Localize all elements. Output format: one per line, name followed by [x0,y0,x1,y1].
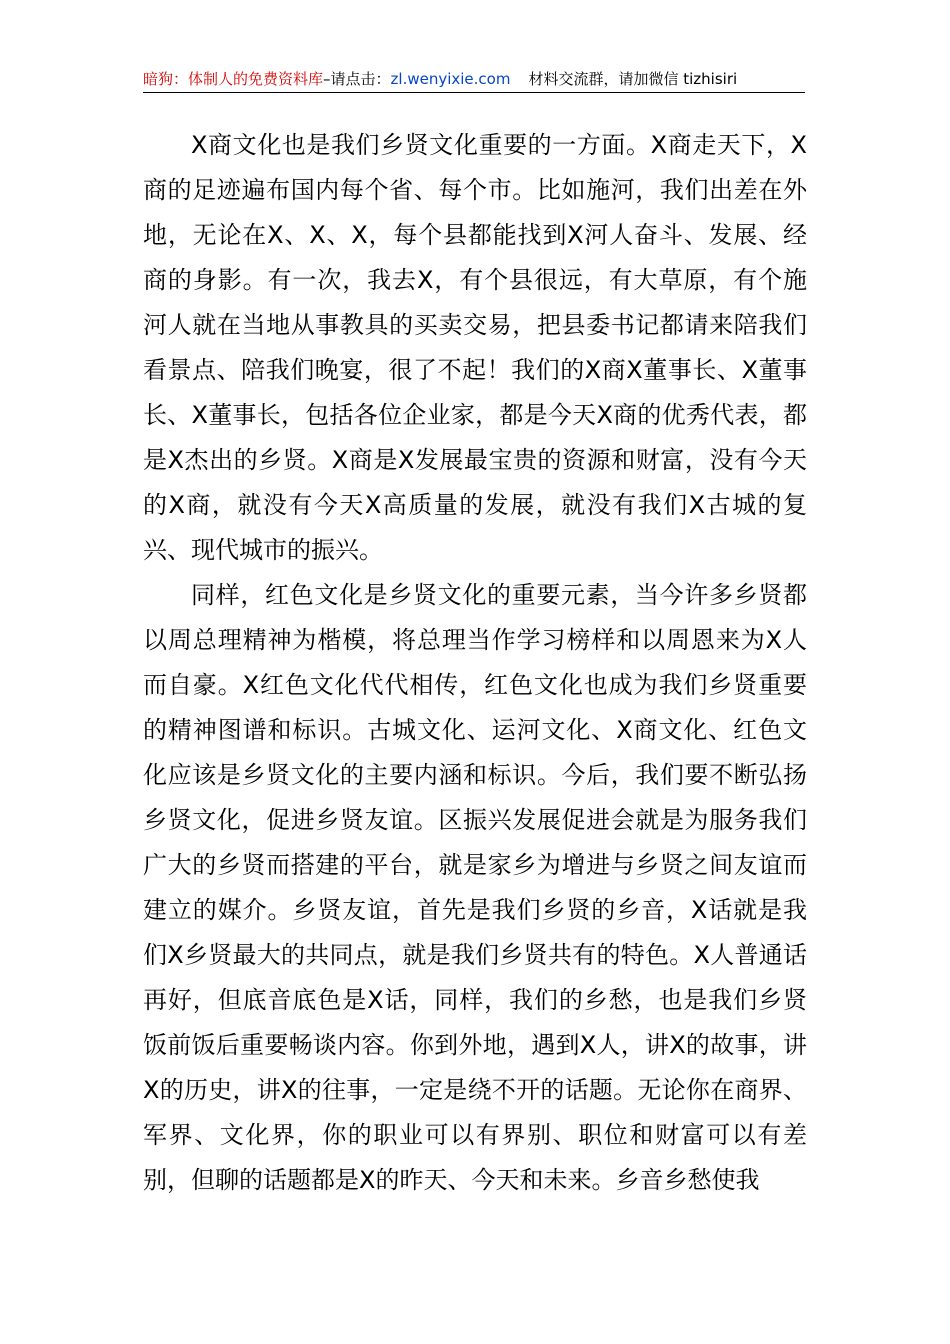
paragraph-red-culture: 同样，红色文化是乡贤文化的重要元素，当今许多乡贤都以周总理精神为楷模，将总理当作学习榜样和以周恩来为X人而自豪。X红色文化代代相传，红色文化也成为我们乡贤重要的精神图谱和标识。古城文化、运河文化、X商文化、红色文化应该是乡贤文化的主要内涵和标识。今后，我们要不断弘扬乡贤文化，促进乡贤友谊。区振兴发展促进会就是为服务我们广大的乡贤而搭建的平台，就是家乡为增进与乡贤之间友谊而建立的媒介。乡贤友谊，首先是我们乡贤的乡音，X话就是我们X乡贤最大的共同点，就是我们乡贤共有的特色。X人普通话再好，但底音底色是X话，同样，我们的乡愁，也是我们乡贤饭前饭后重要畅谈内容。你到外地，遇到X人，讲X的故事，讲X的历史，讲X的往事，一定是绕不开的话题。无论你在商界、军界、文化界，你的职业可以有界别、职位和财富可以有差别，但聊的话题都是X的昨天、今天和未来。乡音乡愁使我 [143,581,807,1194]
header-brand: 暗狗：体制人的免费资料库 [143,70,324,88]
header-wechat-note: 材料交流群，请加微信 tizhisiri [528,70,738,88]
page-header [143,68,805,93]
header-click-prompt: –请点击： [323,70,391,88]
document-body [143,123,807,1203]
header-url-link[interactable]: zl.wenyixie.com [390,70,511,88]
paragraph-x-merchant-culture: X商文化也是我们乡贤文化重要的一方面。X商走天下，X商的足迹遍布国内每个省、每个市。比如施河，我们出差在外地，无论在X、X、X，每个县都能找到X河人奋斗、发展、经商的身影。有一次，我去X，有个县很远，有大草原，有个施河人就在当地从事教具的买卖交易，把县委书记都请来陪我们看景点、陪我们晚宴，很了不起！我们的X商X董事长、X董事长、X董事长，包括各位企业家，都是今天X商的优秀代表，都是X杰出的乡贤。X商是X发展最宝贵的资源和财富，没有今天的X商，就没有今天X高质量的发展，就没有我们X古城的复兴、现代城市的振兴。 [143,131,807,564]
